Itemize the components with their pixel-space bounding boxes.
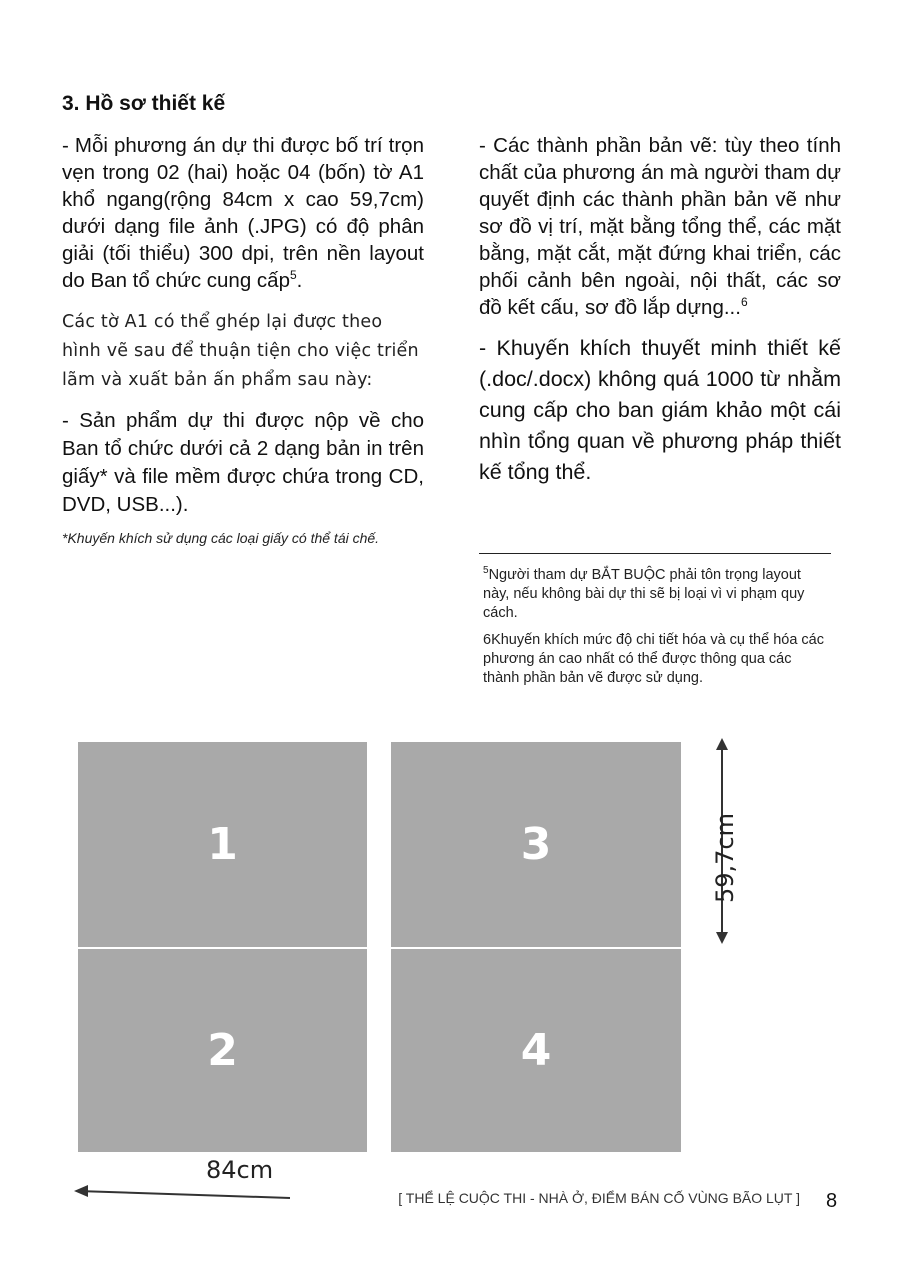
footnote-6: 6Khuyến khích mức độ chi tiết hóa và cụ thể hóa các phương án cao nhất có thể được thông qua các thành phần bản vẽ được sử dụng. <box>483 632 824 686</box>
height-arrow-bottom-head <box>716 932 728 944</box>
paragraph-end: . <box>296 269 303 292</box>
sheet-4: 4 <box>391 949 681 1152</box>
page-number: 8 <box>826 1190 838 1212</box>
height-arrow-top-head <box>716 738 728 750</box>
height-dimension-label: 59,7cm <box>711 812 739 903</box>
sheet-3: 3 <box>391 742 681 947</box>
width-dimension-label: 84cm <box>206 1156 274 1184</box>
footnote-5-mark: 5 <box>483 565 489 577</box>
sheet-2: 2 <box>78 949 367 1152</box>
paragraph-text: - Mỗi phương án dự thi được bố trí trọn vẹn trong 02 (hai) hoặc 04 (bốn) tờ A1 khổ ngang(rộng 84cm x cao 59,7cm) dưới dạng file ảnh (.JPG) có độ phân giải (tối thiểu) 300 dpi, trên nền layout do Ban tổ chức cung cấp <box>62 134 424 292</box>
footnote-ref-5: 5 <box>289 268 297 283</box>
paragraph-submission: - Sản phẩm dự thi được nộp về cho Ban tổ chức dưới cả 2 dạng bản in trên giấy* và file mềm được chứa trong CD, DVD, USB...). <box>62 409 424 516</box>
width-arrow-line <box>78 1191 290 1198</box>
section-heading: 3. Hồ sơ thiết kế <box>62 92 226 115</box>
paragraph-design-description: - Khuyến khích thuyết minh thiết kế (.doc/.docx) không quá 1000 từ nhằm cung cấp cho ban giám khảo một cái nhìn tổng quan về phương pháp thiết kế tổng thể. <box>479 336 841 484</box>
recycled-paper-note: *Khuyến khích sử dụng các loại giấy có thể tái chế. <box>62 530 380 546</box>
footnote-ref-6: 6 <box>740 295 748 310</box>
paragraph-text: - Các thành phần bản vẽ: tùy theo tính chất của phương án mà người tham dự quyết định các thành phần bản vẽ như sơ đồ vị trí, mặt bằng tổng thể, các mặt bằng, mặt cắt, mặt đứng khai triển, các phối cảnh bên ngoài, nội thất, các sơ đồ kết cấu, sơ đồ lắp dựng... <box>479 134 841 319</box>
paragraph-sheet-arrangement: Các tờ A1 có thể ghép lại được theo hình vẽ sau để thuận tiện cho việc triển lãm và xuất bản ấn phẩm sau này: <box>62 312 419 390</box>
width-arrow-left-head <box>74 1185 88 1197</box>
page-footer: [ THỂ LỆ CUỘC THI - NHÀ Ở, ĐIỂM BÁN CỐ VÙNG BÃO LỤT ] <box>398 1190 800 1206</box>
footnote-5-text: Người tham dự BẮT BUỘC phải tôn trọng layout này, nếu không bài dự thi sẽ bị loại vì vi phạm quy cách. <box>483 567 805 621</box>
sheet-1: 1 <box>78 742 367 947</box>
